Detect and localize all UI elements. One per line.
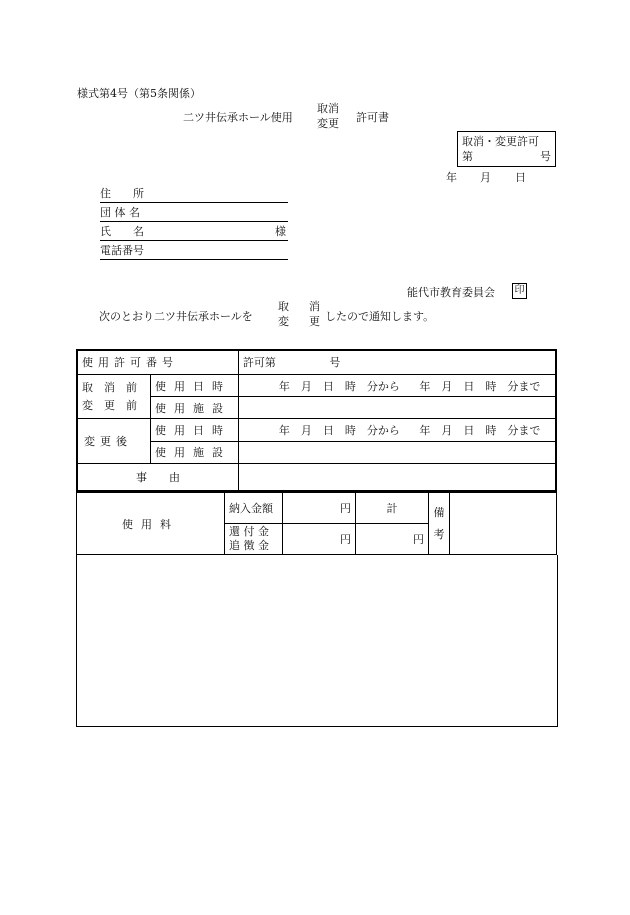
honorific: 様 [275,225,286,238]
recipient-phone [100,243,288,260]
paid-yen: 円 [340,502,351,515]
issuer-seal: 印 [512,283,527,299]
after-label: 変更後 [77,419,151,464]
notice-suffix: したので通知します。 [325,310,435,323]
notice-stack [278,299,320,329]
notice-top-left: 取 [278,300,289,313]
title-stack-bottom: 変更 [317,117,339,130]
reason-label: 事 由 [77,463,238,491]
permit-box-go: 号 [540,150,551,163]
blank-area [76,555,558,727]
refund-value [283,524,356,555]
permit-box-dai: 第 [462,150,473,163]
remarks-char1: 備 [433,505,445,519]
name-label: 氏 名 [100,225,144,238]
refund-label [225,524,283,555]
total-text: 計 [386,502,398,515]
notice-prefix: 次のとおり二ツ井伝承ホールを [99,310,253,323]
after-from: 年 月 日 時 分から [278,424,400,437]
notice-stack-top [278,299,320,314]
date-day: 日 [515,171,526,184]
permit-number-box [457,131,556,167]
notice-bottom-right: 更 [309,315,320,328]
after-facility-value [238,441,556,463]
refund-yen: 円 [340,533,351,546]
after-date-label: 使用日時 [151,419,239,441]
permit-no-dai: 許可第 [242,356,276,370]
recipient-org [100,205,288,222]
usage-table [76,349,557,492]
permit-no-go: 号 [329,356,341,370]
before-cancel: 取 消 前 [82,380,137,394]
before-change: 変 更 前 [82,398,137,412]
recipient-name [100,224,288,241]
after-to: 年 月 日 時 分まで [419,424,541,437]
before-facility-value [238,397,556,419]
recipient-address [100,186,288,203]
permit-box-line2 [462,149,551,164]
title-suffix: 許可書 [356,111,389,124]
total-label [356,493,429,524]
paid-value [283,493,356,524]
after-date-value [238,419,556,441]
paid-label: 納入金額 [225,493,283,524]
fees-label: 使用料 [77,493,225,555]
form-id: 様式第4号（第5条関係） [77,87,201,100]
title-stack [317,101,339,131]
remarks-char2: 考 [433,527,445,541]
refund-text: 還 付 金 [229,525,269,538]
remarks-value [450,493,557,555]
before-label [77,374,151,419]
remarks-label [429,493,450,555]
permit-box-line1: 取消・変更許可 [462,135,539,148]
before-date-label: 使用日時 [151,374,239,396]
after-facility-label: 使用施設 [151,441,239,463]
before-facility-label: 使用施設 [151,397,239,419]
permit-no-value [238,350,556,374]
address-label: 住 所 [100,187,144,200]
fees-table [76,492,557,555]
surcharge-text: 追 徴 金 [229,539,269,552]
title-prefix: 二ツ井伝承ホール使用 [183,111,293,124]
total-value [356,524,429,555]
notice-stack-bottom [278,314,320,329]
org-label: 団 体 名 [100,206,140,219]
permit-no-label: 使用許可番号 [77,350,238,374]
before-to: 年 月 日 時 分まで [419,379,541,393]
before-from: 年 月 日 時 分から [278,379,400,393]
reason-value [238,463,556,491]
notice-bottom-left: 変 [278,315,289,328]
notice-top-right: 消 [309,300,320,313]
phone-label: 電話番号 [100,244,144,257]
date-month: 月 [480,171,491,184]
title-stack-top: 取消 [317,102,339,115]
date-year: 年 [446,171,457,184]
before-date-value [238,374,556,396]
issuer-name: 能代市教育委員会 [407,286,495,299]
total-yen: 円 [413,533,424,546]
